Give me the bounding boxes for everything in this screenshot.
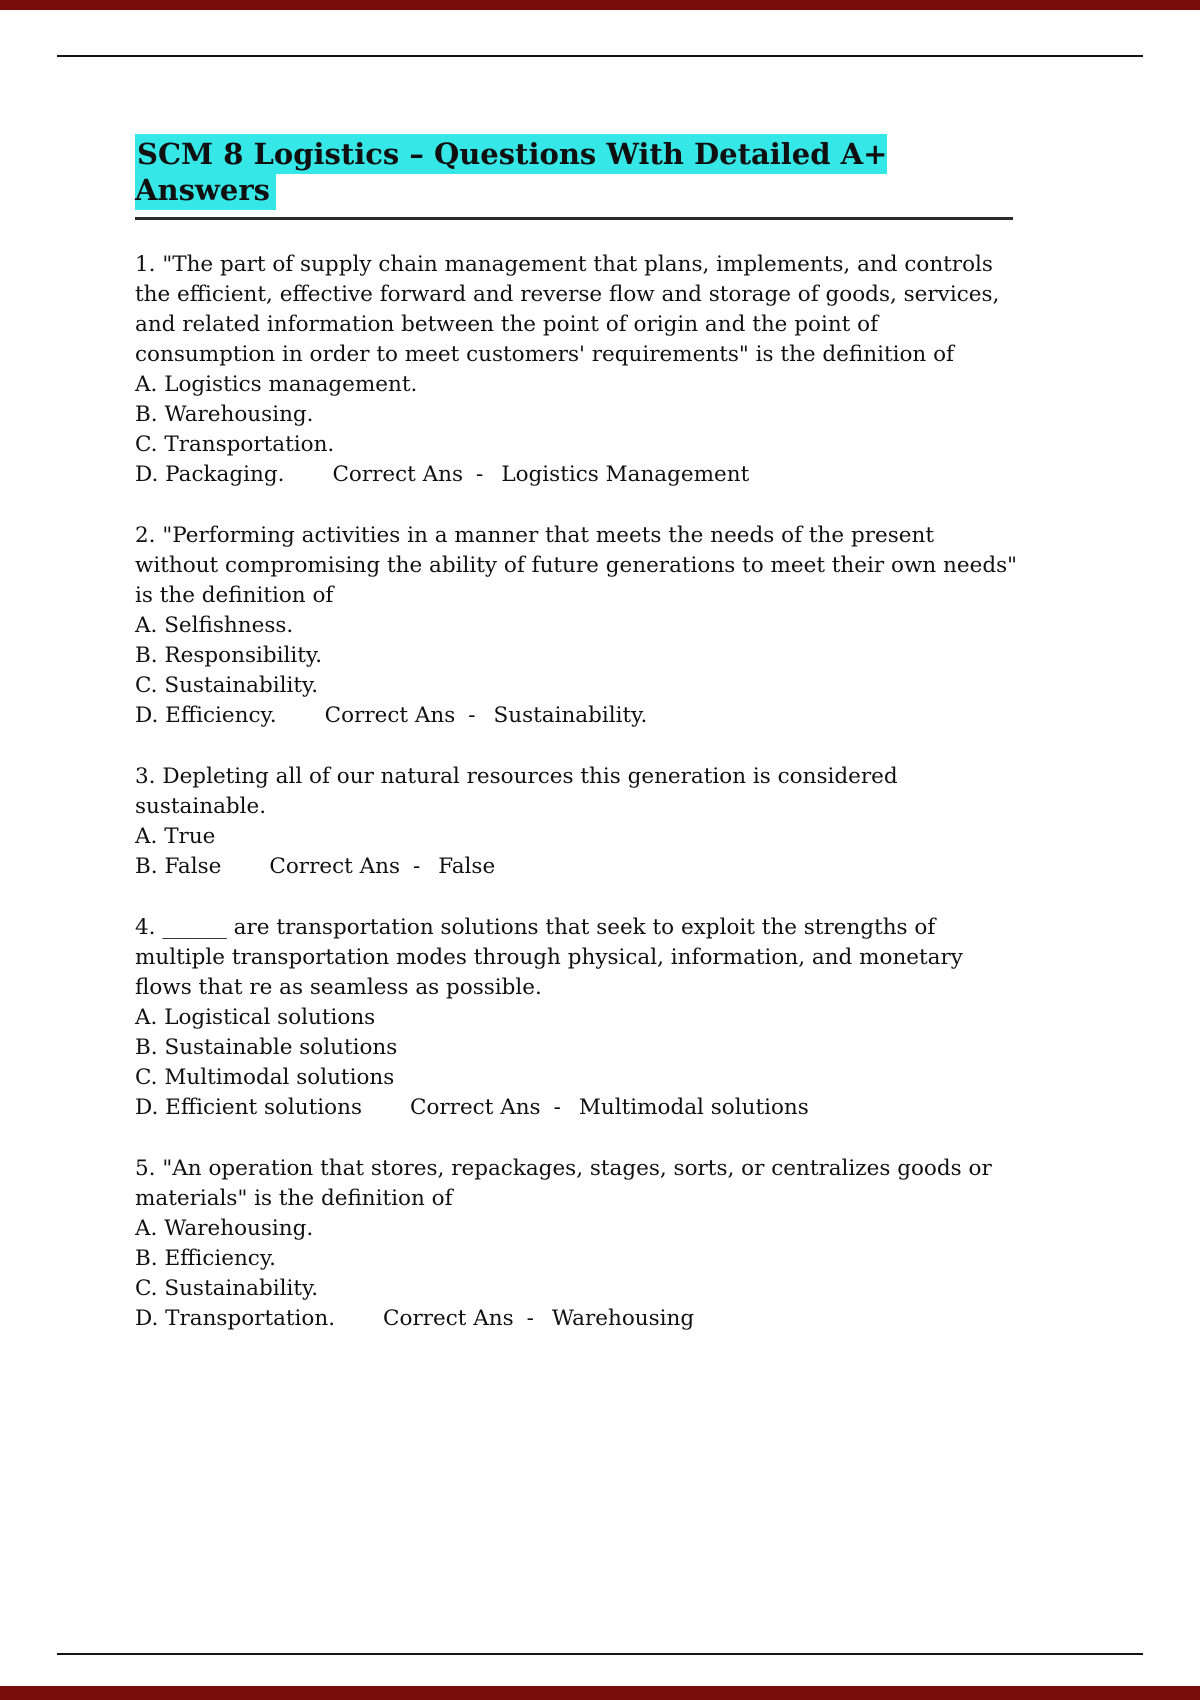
answer-option: C. Multimodal solutions — [135, 1064, 395, 1090]
answer-option: B. False — [135, 853, 222, 879]
question-block — [135, 250, 1020, 490]
answer-option: D. Transportation. — [135, 1305, 336, 1331]
question-text: 3. Depleting all of our natural resources this generation is considered sustainable. — [135, 763, 898, 819]
correct-ans-label: Correct Ans — [383, 1305, 514, 1331]
answer-row — [135, 1304, 1020, 1334]
document-title — [135, 136, 1013, 220]
top-border-bar — [0, 0, 1200, 10]
answer-option: D. Efficient solutions — [135, 1094, 362, 1120]
question-block — [135, 521, 1020, 731]
question-text: 2. "Performing activities in a manner that meets the needs of the present without compromising the ability of future generations to meet their own needs" is the definition of — [135, 522, 1018, 608]
document-content — [135, 136, 1020, 1365]
answer-option: D. Packaging. — [135, 461, 285, 487]
answer-row — [135, 701, 1020, 731]
correct-answer-text: Sustainability. — [493, 702, 648, 728]
answer-option: A. Logistics management. — [135, 371, 418, 397]
answer-row — [135, 1093, 1020, 1123]
question-text: 4. ______ are transportation solutions that seek to exploit the strengths of multiple transportation modes through physical, information, and monetary flows that re as seamless as possible. — [135, 914, 963, 1000]
bottom-border-bar — [0, 1686, 1200, 1700]
dash-separator: - — [413, 853, 421, 879]
question-block — [135, 1154, 1020, 1334]
dash-separator: - — [553, 1094, 561, 1120]
footer-rule — [57, 1653, 1143, 1655]
correct-answer-text: False — [438, 853, 496, 879]
answer-row — [135, 852, 1020, 882]
question-text: 1. "The part of supply chain management that plans, implements, and controls the efficient, effective forward and reverse flow and storage of goods, services, and related information between the point of origin and the point of consumption in order to meet customers' requirements" is the definition of — [135, 251, 1000, 367]
answer-option: B. Warehousing. — [135, 401, 314, 427]
answer-option: C. Sustainability. — [135, 1275, 319, 1301]
question-text: 5. "An operation that stores, repackages, stages, sorts, or centralizes goods or materials" is the definition of — [135, 1155, 992, 1211]
answer-row — [135, 460, 1020, 490]
answer-option: A. Warehousing. — [135, 1215, 314, 1241]
answer-option: B. Efficiency. — [135, 1245, 276, 1271]
answer-option: C. Transportation. — [135, 431, 335, 457]
answer-option: A. True — [135, 823, 216, 849]
title-highlight: SCM 8 Logistics – Questions With Detailed A+ Answers — [135, 134, 887, 210]
header-rule — [57, 55, 1143, 57]
answer-option: B. Responsibility. — [135, 642, 323, 668]
answer-option: D. Efficiency. — [135, 702, 277, 728]
answer-option: A. Selfishness. — [135, 612, 294, 638]
correct-ans-label: Correct Ans — [324, 702, 456, 728]
correct-answer-text: Logistics Management — [501, 461, 750, 487]
correct-ans-label: Correct Ans — [410, 1094, 541, 1120]
question-list — [135, 250, 1020, 1334]
correct-ans-label: Correct Ans — [269, 853, 400, 879]
question-block — [135, 913, 1020, 1123]
correct-answer-text: Multimodal solutions — [578, 1094, 809, 1120]
answer-option: A. Logistical solutions — [135, 1004, 376, 1030]
answer-option: B. Sustainable solutions — [135, 1034, 398, 1060]
answer-option: C. Sustainability. — [135, 672, 319, 698]
dash-separator: - — [476, 461, 484, 487]
correct-answer-text: Warehousing — [551, 1305, 695, 1331]
dash-separator: - — [468, 702, 476, 728]
correct-ans-label: Correct Ans — [332, 461, 464, 487]
dash-separator: - — [526, 1305, 534, 1331]
question-block — [135, 762, 1020, 882]
